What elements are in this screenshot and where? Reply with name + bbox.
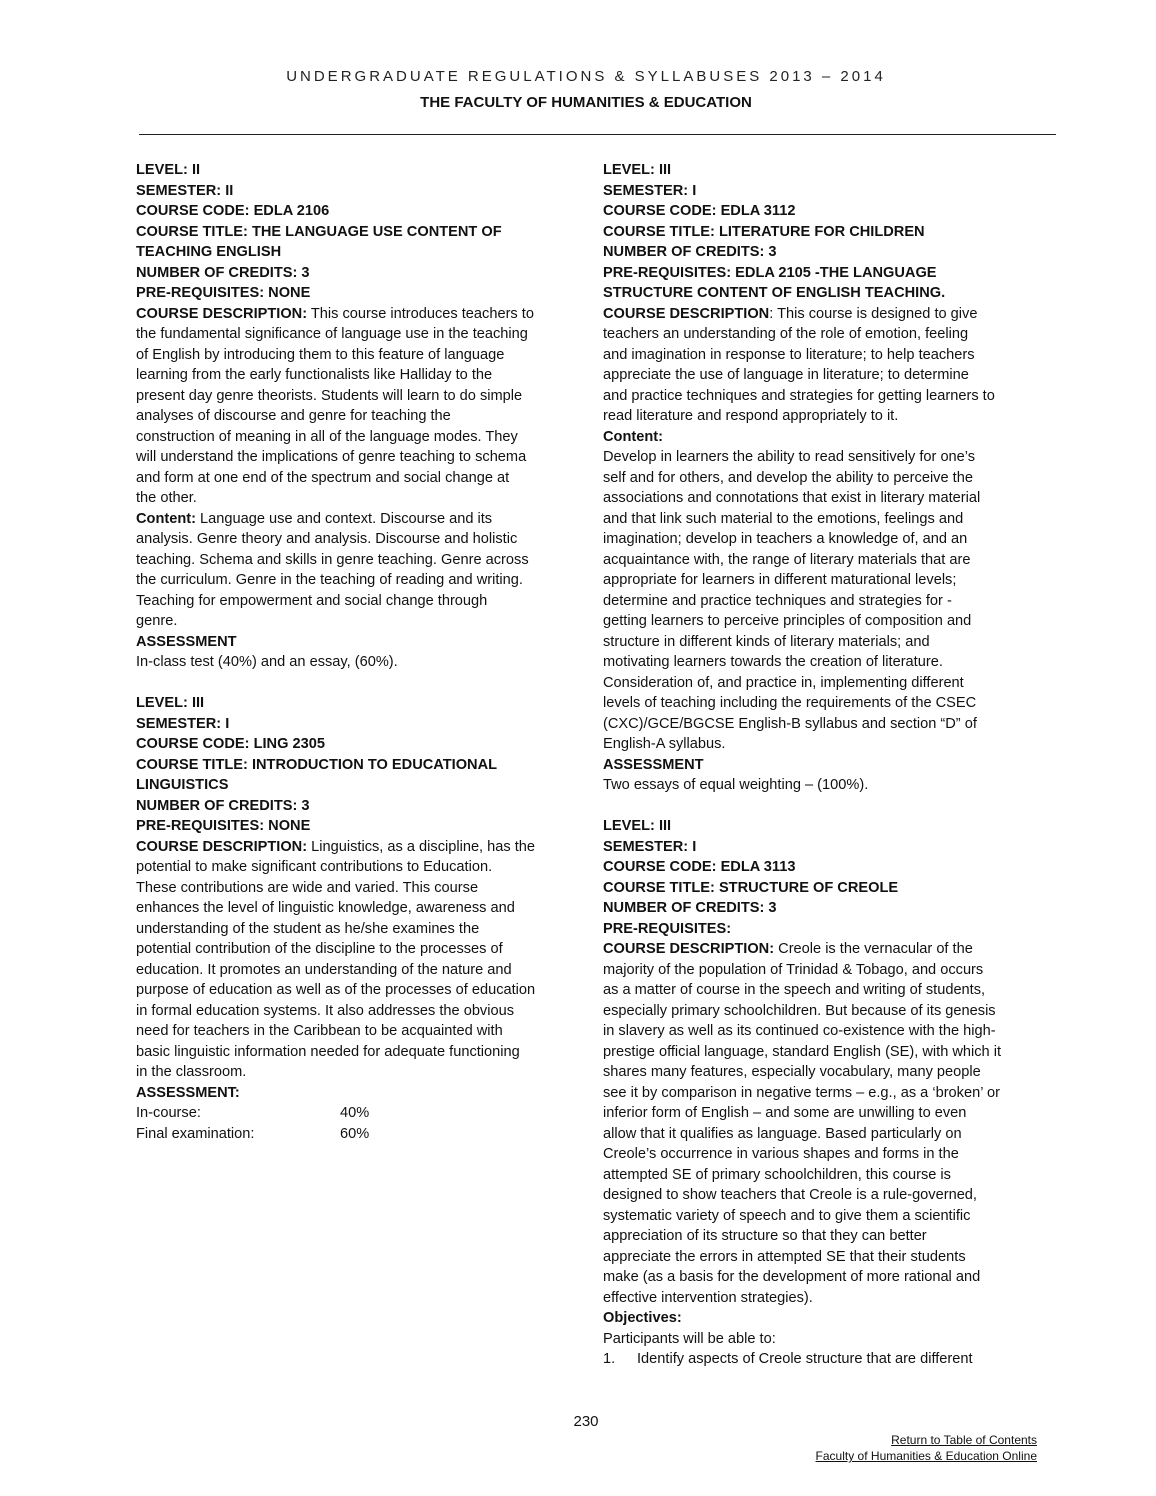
assessment-row-value: 40%	[340, 1105, 370, 1121]
page-number: 230	[573, 1413, 599, 1430]
course-description-line: majority of the population of Trinidad & Tobago, and occurs	[603, 961, 984, 978]
course-description-line: shares many features, especially vocabulary, many people	[603, 1064, 981, 1080]
course-description-label: COURSE DESCRIPTION:	[603, 941, 775, 957]
course-description-line: purpose of education as well as of the processes of education	[136, 982, 536, 998]
course-level: LEVEL: III	[603, 818, 672, 834]
header-divider	[139, 134, 1056, 135]
course-credits: NUMBER OF CREDITS: 3	[136, 797, 310, 814]
document-header-subtitle: THE FACULTY OF HUMANITIES & EDUCATION	[420, 94, 752, 111]
section-spacer	[136, 673, 576, 694]
course-credits: NUMBER OF CREDITS: 3	[136, 264, 310, 281]
course-description-line: in the classroom.	[136, 1064, 247, 1080]
course-semester: SEMESTER: I	[603, 838, 697, 855]
course-content-label: Content:	[136, 510, 196, 527]
course-prerequisites: PRE-REQUISITES: NONE	[136, 818, 311, 834]
course-description-first-line	[603, 939, 1043, 960]
course-content-line: Teaching for empowerment and social change through	[136, 592, 488, 609]
course-description-line: the other.	[136, 490, 197, 506]
right-column	[603, 160, 1043, 1370]
course-edla-2106	[136, 160, 576, 673]
course-title: COURSE TITLE: STRUCTURE OF CREOLE	[603, 879, 899, 896]
assessment-row	[136, 1124, 576, 1145]
course-description-line: potential contribution of the discipline to the processes of	[136, 941, 503, 957]
course-description-line: understanding of the student as he/she examines the	[136, 920, 480, 937]
course-content-line: (CXC)/GCE/BGCSE English-B syllabus and section “D” of	[603, 715, 977, 732]
course-description-line: systematic variety of speech and to give them a scientific	[603, 1207, 971, 1224]
course-content-line: motivating learners towards the creation of literature.	[603, 654, 943, 670]
course-description-line: prestige official language, standard English (SE), with which it	[603, 1043, 1002, 1060]
course-code: COURSE CODE: EDLA 3112	[603, 203, 796, 219]
course-title: COURSE TITLE: LITERATURE FOR CHILDREN	[603, 223, 925, 240]
document-header-title: UNDERGRADUATE REGULATIONS & SYLLABUSES 2013 – 2014	[286, 68, 886, 85]
course-content-line: levels of teaching including the requirements of the CSEC	[603, 695, 977, 711]
course-description-line: Creole’s occurrence in various shapes and forms in the	[603, 1146, 959, 1162]
faculty-online-link[interactable]: Faculty of Humanities & Education Online	[815, 1449, 1037, 1463]
left-column	[136, 160, 576, 1144]
course-content-text: Language use and context. Discourse and its	[195, 510, 493, 527]
course-description-text: This course introduces teachers to	[307, 305, 534, 322]
course-semester: SEMESTER: I	[603, 182, 697, 199]
course-code: COURSE CODE: EDLA 2106	[136, 203, 330, 219]
course-description-line: effective intervention strategies).	[603, 1289, 813, 1306]
course-code: COURSE CODE: LING 2305	[136, 736, 325, 752]
assessment-row-label: In-course:	[136, 1105, 201, 1121]
course-description-line: especially primary schoolchildren. But because of its genesis	[603, 1002, 996, 1019]
course-content-line: structure in different kinds of literary materials; and	[603, 633, 930, 650]
course-description-label: COURSE DESCRIPTION:	[136, 305, 308, 322]
objective-item	[603, 1349, 1043, 1370]
course-description-line: appreciate the use of language in literature; to determine	[603, 367, 969, 383]
assessment-row-value: 60%	[340, 1125, 370, 1142]
course-description-first-line	[136, 304, 576, 325]
course-content-line: appropriate for learners in different maturational levels;	[603, 572, 957, 588]
course-content-line: self and for others, and develop the ability to perceive the	[603, 469, 973, 486]
course-content-line: genre.	[136, 613, 178, 629]
course-edla-3112	[603, 160, 1043, 796]
course-description-line: basic linguistic information needed for adequate functioning	[136, 1043, 520, 1060]
course-description-line: construction of meaning in all of the language modes. They	[136, 428, 518, 445]
course-objectives-label: Objectives:	[603, 1310, 682, 1326]
course-ling-2305	[136, 693, 576, 1144]
course-description-line: allow that it qualifies as language. Based particularly on	[603, 1125, 962, 1142]
course-prerequisites: PRE-REQUISITES:	[603, 920, 732, 937]
course-content-line: imagination; develop in teachers a knowledge of, and an	[603, 531, 968, 547]
course-content-line: associations and connotations that exist in literary material	[603, 490, 981, 506]
course-description-text: Linguistics, as a discipline, has the	[307, 838, 536, 855]
course-description-line: in slavery as well as its continued co-existence with the high-	[603, 1023, 996, 1039]
course-content-line: English-A syllabus.	[603, 736, 726, 752]
course-content-line: analysis. Genre theory and analysis. Discourse and holistic	[136, 531, 518, 547]
course-description-line: education. It promotes an understanding of the nature and	[136, 961, 512, 978]
course-level: LEVEL: II	[136, 162, 201, 178]
course-description-line: appreciation of its structure so that they can better	[603, 1228, 927, 1244]
course-content-line: Consideration of, and practice in, implementing different	[603, 674, 964, 691]
assessment-row	[136, 1103, 576, 1124]
objective-text: Identify aspects of Creole structure that are different	[637, 1351, 973, 1367]
course-level: LEVEL: III	[136, 695, 205, 711]
course-description-line: teachers an understanding of the role of emotion, feeling	[603, 326, 969, 342]
objective-number: 1.	[603, 1351, 616, 1367]
course-content-line: determine and practice techniques and strategies for -	[603, 592, 952, 609]
course-credits: NUMBER OF CREDITS: 3	[603, 244, 777, 260]
course-content-first-line	[136, 509, 576, 530]
course-description-line: appreciate the errors in attempted SE that their students	[603, 1248, 966, 1265]
course-level: LEVEL: III	[603, 162, 672, 178]
course-assessment-text: Two essays of equal weighting – (100%).	[603, 777, 869, 793]
course-description-line: will understand the implications of genre teaching to schema	[136, 449, 527, 465]
course-assessment-text: In-class test (40%) and an essay, (60%).	[136, 654, 398, 670]
course-description-line: enhances the level of linguistic knowledge, awareness and	[136, 900, 515, 916]
course-content-line: and that link such material to the emotions, feelings and	[603, 510, 964, 527]
course-description-line: inferior form of English – and some are unwilling to even	[603, 1105, 967, 1121]
course-description-first-line	[603, 304, 1043, 325]
course-content-line: the curriculum. Genre in the teaching of reading and writing.	[136, 572, 523, 588]
section-spacer	[603, 796, 1043, 817]
return-to-table-of-contents-link[interactable]: Return to Table of Contents	[891, 1433, 1037, 1447]
course-assessment-label: ASSESSMENT:	[136, 1084, 240, 1101]
assessment-row-label: Final examination:	[136, 1125, 255, 1142]
course-description-line: potential to make significant contributions to Education.	[136, 859, 493, 875]
course-assessment-label: ASSESSMENT	[603, 756, 704, 773]
course-title-line-1: COURSE TITLE: THE LANGUAGE USE CONTENT OF	[136, 223, 502, 240]
course-description-line: attempted SE of primary schoolchildren, this course is	[603, 1166, 951, 1183]
course-title-line-2: TEACHING ENGLISH	[136, 244, 282, 260]
course-description-line: in formal education systems. It also addresses the obvious	[136, 1002, 515, 1019]
course-description-label: COURSE DESCRIPTION	[603, 305, 770, 322]
course-prerequisites: PRE-REQUISITES: NONE	[136, 285, 311, 301]
course-code: COURSE CODE: EDLA 3113	[603, 859, 796, 875]
course-description-line: of English by introducing them to this feature of language	[136, 346, 505, 363]
course-description-line: as a matter of course in the speech and writing of students,	[603, 982, 986, 998]
course-edla-3113	[603, 816, 1043, 1370]
course-description-line: read literature and respond appropriately to it.	[603, 408, 899, 424]
course-description-line: and form at one end of the spectrum and social change at	[136, 469, 510, 486]
course-content-line: acquaintance with, the range of literary materials that are	[603, 551, 971, 568]
footer-links	[816, 1432, 1037, 1464]
course-semester: SEMESTER: II	[136, 182, 234, 199]
course-description-line: present day genre theorists. Students will learn to do simple	[136, 387, 523, 404]
course-title-line-2: LINGUISTICS	[136, 777, 229, 793]
course-description-line: make (as a basis for the development of more rational and	[603, 1269, 981, 1285]
course-description-line: analyses of discourse and genre for teaching the	[136, 408, 451, 424]
course-content-line: getting learners to perceive principles of composition and	[603, 613, 972, 629]
course-description-line: and practice techniques and strategies for getting learners to	[603, 387, 995, 404]
course-content-line: Develop in learners the ability to read sensitively for one’s	[603, 449, 976, 465]
course-content-label: Content:	[603, 428, 663, 445]
course-description-first-line	[136, 837, 576, 858]
course-description-line: need for teachers in the Caribbean to be acquainted with	[136, 1023, 503, 1039]
course-assessment-label: ASSESSMENT	[136, 633, 237, 650]
course-description-line: learning from the early functionalists like Halliday to the	[136, 367, 493, 383]
course-semester: SEMESTER: I	[136, 715, 230, 732]
course-description-line: These contributions are wide and varied. This course	[136, 879, 479, 896]
course-prerequisites-line-1: PRE-REQUISITES: EDLA 2105 -THE LANGUAGE	[603, 264, 937, 281]
course-description-text: : This course is designed to give	[769, 305, 978, 322]
course-content-line: teaching. Schema and skills in genre teaching. Genre across	[136, 551, 529, 568]
course-description-line: see it by comparison in negative terms – e.g., as a ‘broken’ or	[603, 1084, 1000, 1101]
course-title-line-1: COURSE TITLE: INTRODUCTION TO EDUCATIONAL	[136, 756, 498, 773]
course-description-line: and imagination in response to literature; to help teachers	[603, 346, 975, 363]
course-prerequisites-line-2: STRUCTURE CONTENT OF ENGLISH TEACHING.	[603, 285, 946, 301]
course-description-line: designed to show teachers that Creole is a rule-governed,	[603, 1187, 977, 1203]
course-credits: NUMBER OF CREDITS: 3	[603, 900, 777, 916]
course-description-text: Creole is the vernacular of the	[774, 941, 973, 957]
course-objectives-intro: Participants will be able to:	[603, 1330, 776, 1347]
course-description-label: COURSE DESCRIPTION:	[136, 838, 308, 855]
course-description-line: the fundamental significance of language use in the teaching	[136, 326, 528, 342]
